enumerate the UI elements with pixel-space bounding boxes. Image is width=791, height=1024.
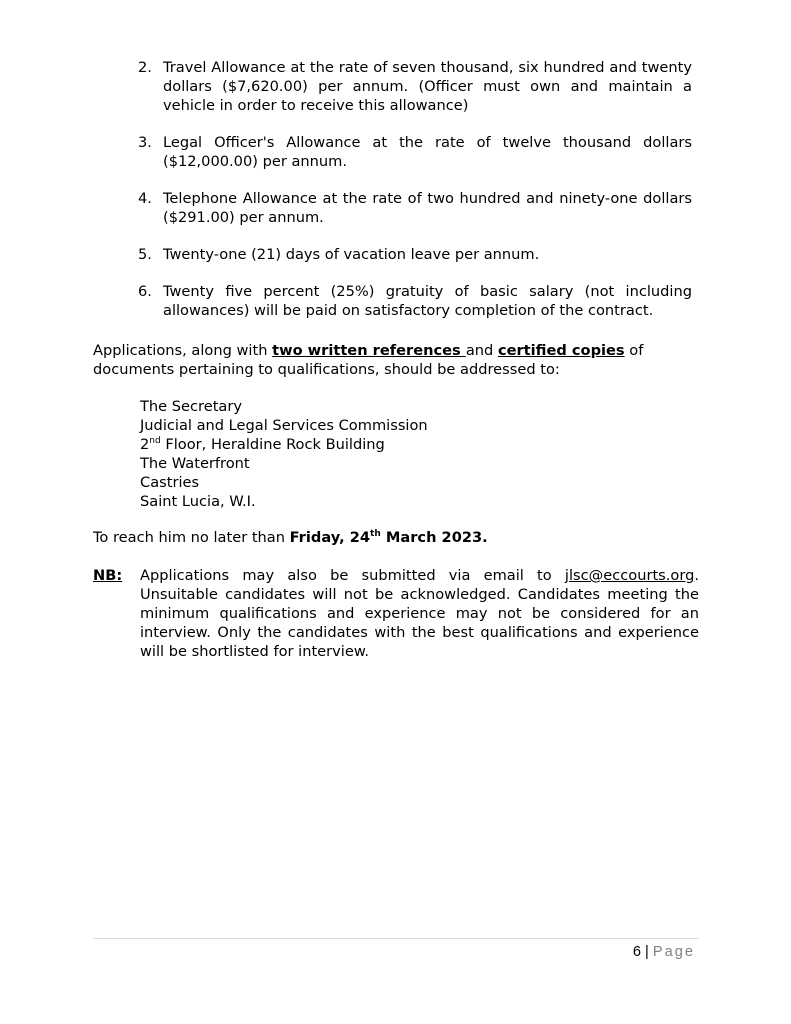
address-line: Judicial and Legal Services Commission xyxy=(140,417,428,434)
applications-paragraph xyxy=(93,341,699,379)
list-item-text: Twenty five percent (25%) gratuity of basic salary (not including allowances) will be paid on satisfactory completion of the contract. xyxy=(163,283,692,319)
nb-text-after: . Unsuitable candidates will not be acknowledged. Candidates meeting the minimum qualifications and experience may not be considered for an interview. Only the candidates with the best qualifications and experience will be shortlisted for interview. xyxy=(140,567,699,660)
nb-label: NB: xyxy=(93,567,123,584)
list-item-number: 2. xyxy=(138,59,152,76)
address-floor-ordinal: nd xyxy=(149,436,161,447)
list-item xyxy=(138,58,692,115)
list-item-number: 5. xyxy=(138,246,152,263)
list-item-text: Legal Officer's Allowance at the rate of twelve thousand dollars ($12,000.00) per annum. xyxy=(163,134,692,170)
list-item-text: Travel Allowance at the rate of seven thousand, six hundred and twenty dollars ($7,620.00) per annum. (Officer must own and maintain a vehicle in order to receive this allowance) xyxy=(163,59,692,114)
page-label: Page xyxy=(652,944,695,960)
nb-text xyxy=(140,566,699,661)
list-item xyxy=(138,282,692,320)
deadline-date: Friday, 24th March 2023. xyxy=(289,529,488,546)
deadline-ordinal: th xyxy=(370,529,381,540)
list-item xyxy=(138,133,692,171)
email-link[interactable]: jlsc@eccourts.org xyxy=(564,567,695,584)
list-item xyxy=(138,189,692,227)
allowance-list xyxy=(138,58,692,338)
written-references-emphasis: two written references xyxy=(272,342,466,359)
footer-separator: | xyxy=(641,944,653,960)
list-item xyxy=(138,245,692,264)
applications-prefix: Applications, along with xyxy=(93,342,273,359)
applications-suffix: of documents pertaining to qualifications, should be addressed to: xyxy=(93,342,644,378)
list-item-number: 3. xyxy=(138,134,152,151)
address-floor-number: 2 xyxy=(140,436,150,453)
list-item-number: 6. xyxy=(138,283,152,300)
nb-text-before: Applications may also be submitted via email to xyxy=(140,567,565,584)
deadline-line xyxy=(93,528,488,547)
address-line: The Secretary xyxy=(140,398,243,415)
footer-divider xyxy=(93,938,699,939)
page-number: 6 xyxy=(632,944,641,960)
page-footer xyxy=(633,943,695,962)
applications-middle: and xyxy=(465,342,498,359)
address-line: Castries xyxy=(140,474,200,491)
address-floor-rest: Floor, Heraldine Rock Building xyxy=(160,436,385,453)
certified-copies-emphasis: certified copies xyxy=(497,342,625,359)
address-line: Saint Lucia, W.I. xyxy=(140,493,256,510)
address-line: The Waterfront xyxy=(140,455,250,472)
address-line xyxy=(140,435,428,454)
list-item-text: Twenty-one (21) days of vacation leave per annum. xyxy=(163,246,540,263)
list-item-number: 4. xyxy=(138,190,152,207)
deadline-prefix: To reach him no later than xyxy=(93,529,290,546)
mailing-address xyxy=(140,397,428,511)
list-item-text: Telephone Allowance at the rate of two hundred and ninety-one dollars ($291.00) per annum. xyxy=(163,190,692,226)
